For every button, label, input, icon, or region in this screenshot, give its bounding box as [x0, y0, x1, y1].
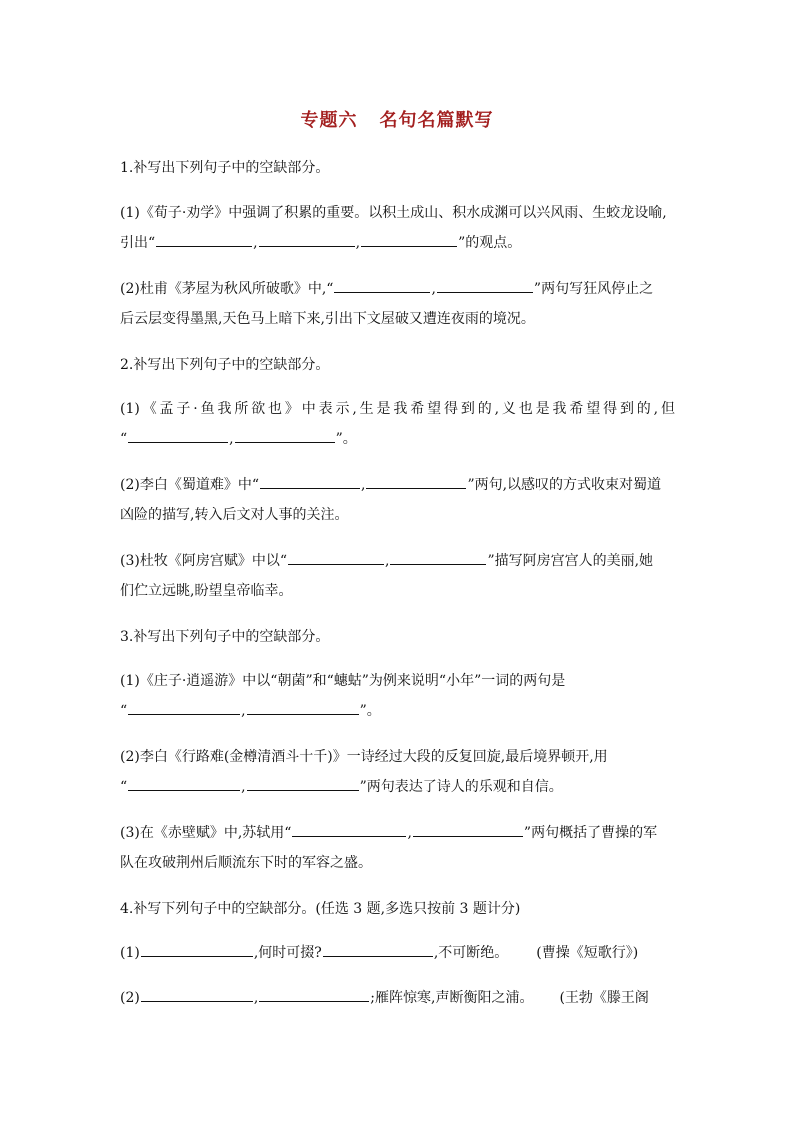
q3-part2-line2: “ , ”两句表达了诗人的乐观和自信。 [120, 779, 563, 795]
answer-blank[interactable] [141, 944, 253, 957]
q3-part1-line2: “ , ”。 [120, 703, 381, 719]
q3-part1-line1: (1)《庄子·逍遥游》中以“朝菌”和“蟪蛄”为例来说明“小年”一词的两句是 [120, 673, 566, 689]
answer-blank[interactable] [413, 824, 523, 837]
q4-heading: 4.补写下列句子中的空缺部分。(任选 3 题,多选只按前 3 题计分) [120, 901, 521, 917]
answer-blank[interactable] [437, 280, 533, 293]
answer-blank[interactable] [361, 234, 457, 247]
title-subject: 名句名篇默写 [379, 110, 494, 131]
answer-blank[interactable] [128, 430, 228, 443]
q3-part3-line1: (3)在《赤壁赋》中,苏轼用“ , ”两句概括了曹操的军 [120, 825, 658, 841]
answer-blank[interactable] [128, 778, 240, 791]
answer-blank[interactable] [260, 476, 360, 489]
q4-part2: (2) , ;雁阵惊寒,声断衡阳之浦。 (王勃《滕王阁 [120, 990, 649, 1006]
answer-blank[interactable] [288, 552, 384, 565]
answer-blank[interactable] [156, 234, 252, 247]
title-topic: 专题六 [300, 110, 358, 131]
answer-blank[interactable] [334, 280, 430, 293]
q3-part2-line1: (2)李白《行路难(金樽清酒斗十千)》一诗经过大段的反复回旋,最后境界顿开,用 [120, 749, 608, 765]
answer-blank[interactable] [235, 430, 335, 443]
q1-part1-line2: 引出“ , , ”的观点。 [120, 235, 522, 251]
answer-blank[interactable] [323, 944, 433, 957]
q2-part1-line1: (1)《孟子·鱼我所欲也》中表示,生是我希望得到的,义也是我希望得到的,但 [120, 401, 675, 417]
q4-part1-source: (曹操《短歌行》) [536, 945, 639, 961]
q1-part2-line1: (2)杜甫《茅屋为秋风所破歌》中,“ , ”两句写狂风停止之 [120, 281, 654, 297]
answer-blank[interactable] [259, 234, 355, 247]
answer-blank[interactable] [141, 989, 253, 1002]
q2-part3-line1: (3)杜牧《阿房宫赋》中以“ , ”描写阿房宫宫人的美丽,她 [120, 553, 654, 569]
page-title [0, 106, 794, 132]
q4-part1: (1) ,何时可掇? ,不可断绝。 (曹操《短歌行》) [120, 945, 639, 961]
answer-blank[interactable] [247, 702, 359, 715]
q2-part2-line2: 凶险的描写,转入后文对人事的关注。 [120, 507, 349, 523]
q3-heading: 3.补写出下列句子中的空缺部分。 [120, 629, 330, 645]
q2-heading: 2.补写出下列句子中的空缺部分。 [120, 357, 330, 373]
answer-blank[interactable] [128, 702, 240, 715]
q2-part3-line2: 们伫立远眺,盼望皇帝临幸。 [120, 583, 293, 599]
answer-blank[interactable] [366, 476, 466, 489]
answer-blank[interactable] [247, 778, 359, 791]
q4-part2-source: (王勃《滕王阁 [559, 990, 649, 1006]
q1-heading: 1.补写出下列句子中的空缺部分。 [120, 160, 330, 176]
q1-part1-line1: (1)《荀子·劝学》中强调了积累的重要。以积土成山、积水成渊可以兴风雨、生蛟龙设喻, [120, 205, 667, 221]
q2-part2-line1: (2)李白《蜀道难》中“ , ”两句,以感叹的方式收束对蜀道 [120, 477, 662, 493]
answer-blank[interactable] [390, 552, 486, 565]
answer-blank[interactable] [292, 824, 406, 837]
q1-part2-line2: 后云层变得墨黑,天色马上暗下来,引出下文屋破又遭连夜雨的境况。 [120, 311, 535, 327]
q3-part3-line2: 队在攻破荆州后顺流东下时的军容之盛。 [120, 855, 372, 871]
answer-blank[interactable] [259, 989, 369, 1002]
q2-part1-line2: “ , ”。 [120, 431, 357, 447]
